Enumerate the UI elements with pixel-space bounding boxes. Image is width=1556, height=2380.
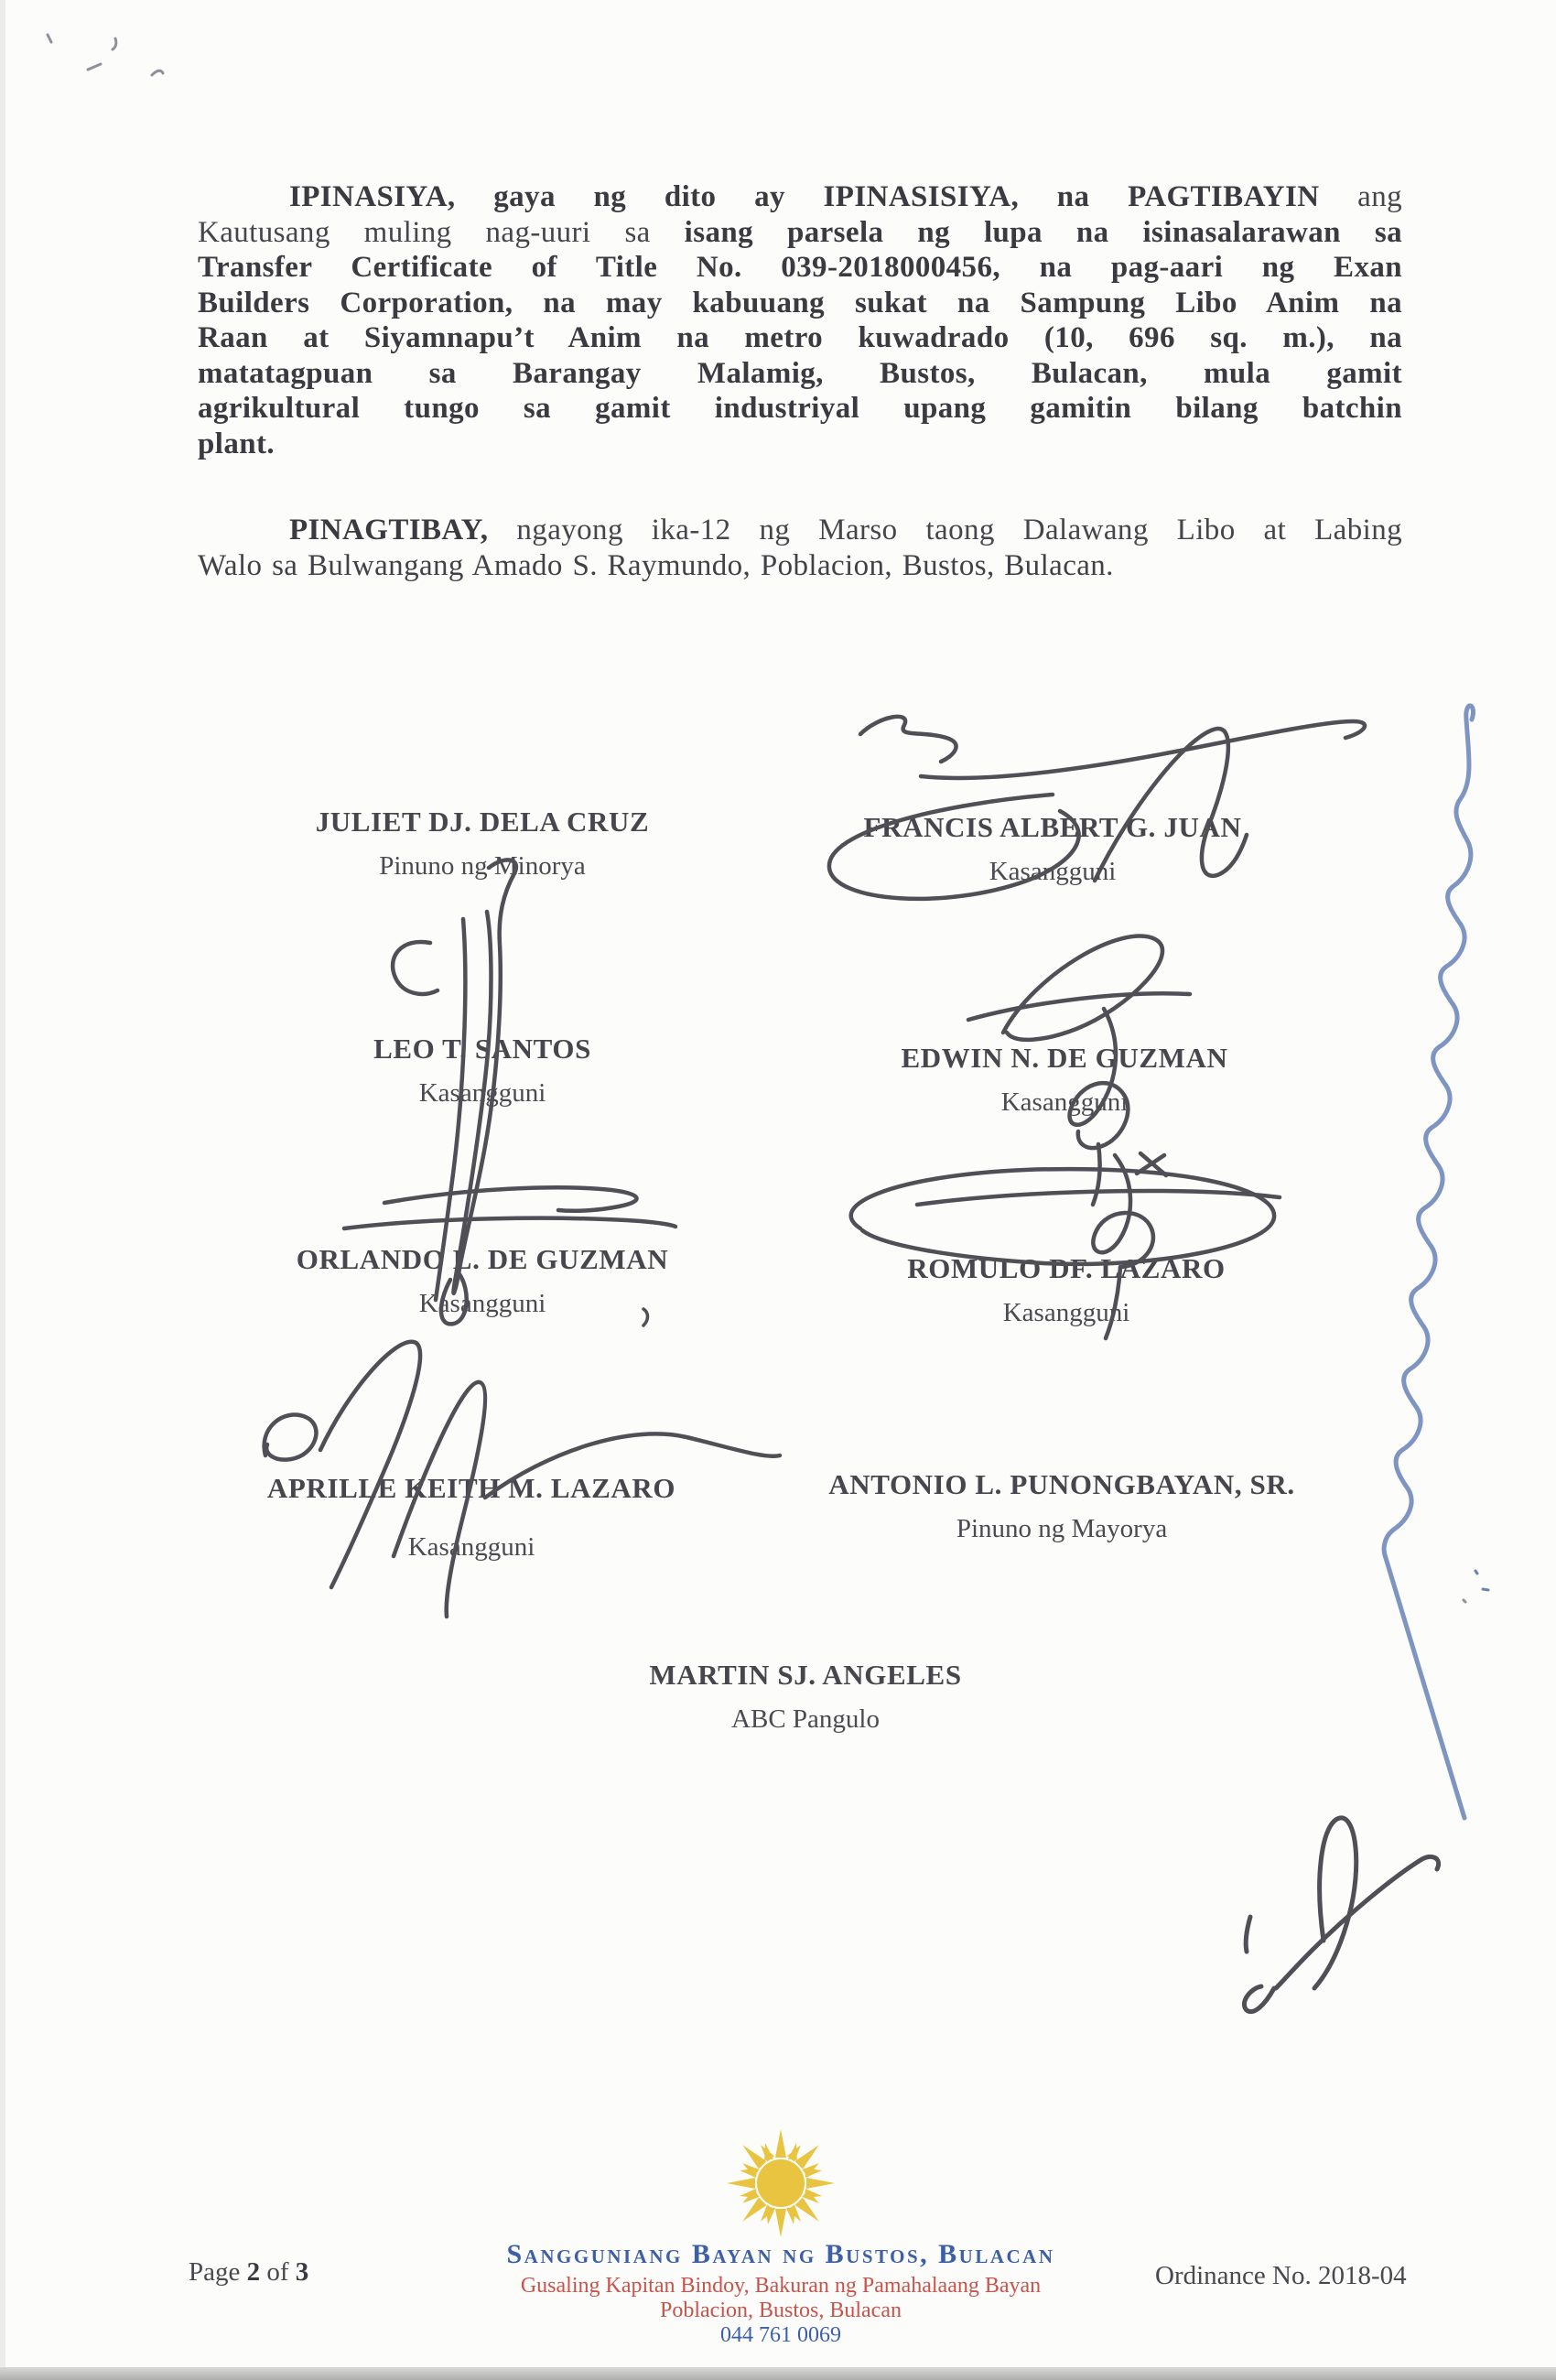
signatory-role: Kasangguni bbox=[1002, 1298, 1130, 1327]
paragraph-line: Walo sa Bulwangang Amado S. Raymundo, Poblacion, Bustos, Bulacan. bbox=[198, 548, 1114, 582]
signatory-antonio-punongbayan bbox=[828, 1463, 1294, 1551]
signature-lower-right bbox=[1244, 1818, 1438, 2012]
signatory-name: ROMULO DF. LAZARO bbox=[907, 1252, 1226, 1284]
paragraph-line bbox=[198, 215, 1402, 251]
signatory-juliet-dela-cruz bbox=[316, 800, 650, 888]
signatory-name: ORLANDO L. DE GUZMAN bbox=[296, 1243, 669, 1275]
scan-edge-left bbox=[0, 0, 5, 2380]
signatory-name: JULIET DJ. DELA CRUZ bbox=[315, 806, 650, 838]
text-segment: ang bbox=[1319, 180, 1402, 213]
paragraph-resolution bbox=[198, 179, 1402, 461]
page-label-prefix: Page bbox=[189, 2257, 247, 2287]
signatory-aprille-keith-lazaro bbox=[267, 1466, 675, 1569]
text-segment: Kautusang muling nag-uuri sa bbox=[198, 215, 685, 249]
paragraph-line: Builders Corporation, na may kabuuang sukat na Sampung Libo Anim na bbox=[198, 286, 1402, 319]
blue-margin-scribble bbox=[1384, 706, 1473, 1818]
signatory-role: Kasangguni bbox=[418, 1078, 546, 1108]
text-segment: IPINASIYA, gaya ng dito ay IPINASISIYA, na PAGTIBAYIN bbox=[289, 180, 1320, 213]
signatory-name: ANTONIO L. PUNONGBAYAN, SR. bbox=[828, 1468, 1295, 1500]
signatory-role: Kasangguni bbox=[1000, 1087, 1129, 1117]
signatory-role: Kasangguni bbox=[418, 1289, 546, 1318]
footer-organization: Sangguniang Bayan ng Bustos, Bulacan bbox=[506, 2239, 1055, 2269]
page-number: 2 bbox=[246, 2257, 261, 2287]
page-number-label bbox=[189, 2257, 308, 2288]
signatory-francis-albert-juan bbox=[864, 806, 1242, 893]
signatory-name: FRANCIS ALBERT G. JUAN bbox=[863, 811, 1242, 843]
paragraph-line: matatagpuan sa Barangay Malamig, Bustos, Bulacan, mula gamit bbox=[198, 356, 1402, 390]
signatory-leo-santos bbox=[373, 1027, 591, 1115]
paragraph-line: plant. bbox=[198, 427, 276, 460]
paragraph-line: Transfer Certificate of Title No. 039-2018000456, na pag-aari ng Exan bbox=[198, 251, 1402, 284]
signatory-role: Pinuno ng Mayorya bbox=[956, 1514, 1168, 1543]
ordinance-number-label: Ordinance No. 2018-04 bbox=[1155, 2261, 1407, 2290]
footer-address-line1: Gusaling Kapitan Bindoy, Bakuran ng Pamahalaang Bayan bbox=[520, 2274, 1042, 2298]
signatory-name: LEO T. SANTOS bbox=[373, 1033, 591, 1065]
signature-orlando-de-guzman bbox=[344, 1187, 675, 1228]
paragraph-line: Raan at Siyamnapu’t Anim na metro kuwadrado (10, 696 sq. m.), na bbox=[198, 321, 1402, 354]
signatory-role: Kasangguni bbox=[407, 1532, 535, 1562]
sun-core bbox=[757, 2159, 805, 2207]
signatory-martin-angeles bbox=[649, 1653, 961, 1741]
footer-address-line2: Poblacion, Bustos, Bulacan bbox=[660, 2299, 902, 2322]
signatory-orlando-de-guzman bbox=[297, 1238, 668, 1325]
text-segment: PINAGTIBAY, bbox=[289, 514, 489, 546]
paragraph-line bbox=[198, 513, 1402, 548]
signatory-role: Pinuno ng Minorya bbox=[379, 851, 586, 881]
paragraph-line bbox=[198, 179, 1402, 215]
paragraph-enactment bbox=[198, 513, 1402, 583]
signatory-edwin-de-guzman bbox=[902, 1036, 1228, 1124]
signatory-role: ABC Pangulo bbox=[731, 1704, 880, 1734]
philippine-sun-icon bbox=[725, 2127, 837, 2244]
signatory-role: Kasangguni bbox=[989, 857, 1117, 886]
page-label-mid: of bbox=[260, 2257, 296, 2287]
signatory-name: MARTIN SJ. ANGELES bbox=[649, 1659, 962, 1691]
signatory-romulo-lazaro bbox=[907, 1247, 1226, 1335]
signatory-name: EDWIN N. DE GUZMAN bbox=[901, 1042, 1228, 1074]
paragraph-line: agrikultural tungo sa gamit industriyal upang gamitin bilang batchin bbox=[198, 392, 1402, 425]
scan-edge-bottom bbox=[0, 2367, 1556, 2380]
text-segment: isang parsela ng lupa na isinasalarawan sa bbox=[684, 215, 1402, 249]
footer-phone: 044 761 0069 bbox=[720, 2323, 841, 2347]
signatory-name: APRILLE KEITH M. LAZARO bbox=[266, 1472, 676, 1504]
page-total: 3 bbox=[295, 2257, 309, 2287]
text-segment: ngayong ika-12 ng Marso taong Dalawang Libo at Labing bbox=[488, 514, 1402, 546]
